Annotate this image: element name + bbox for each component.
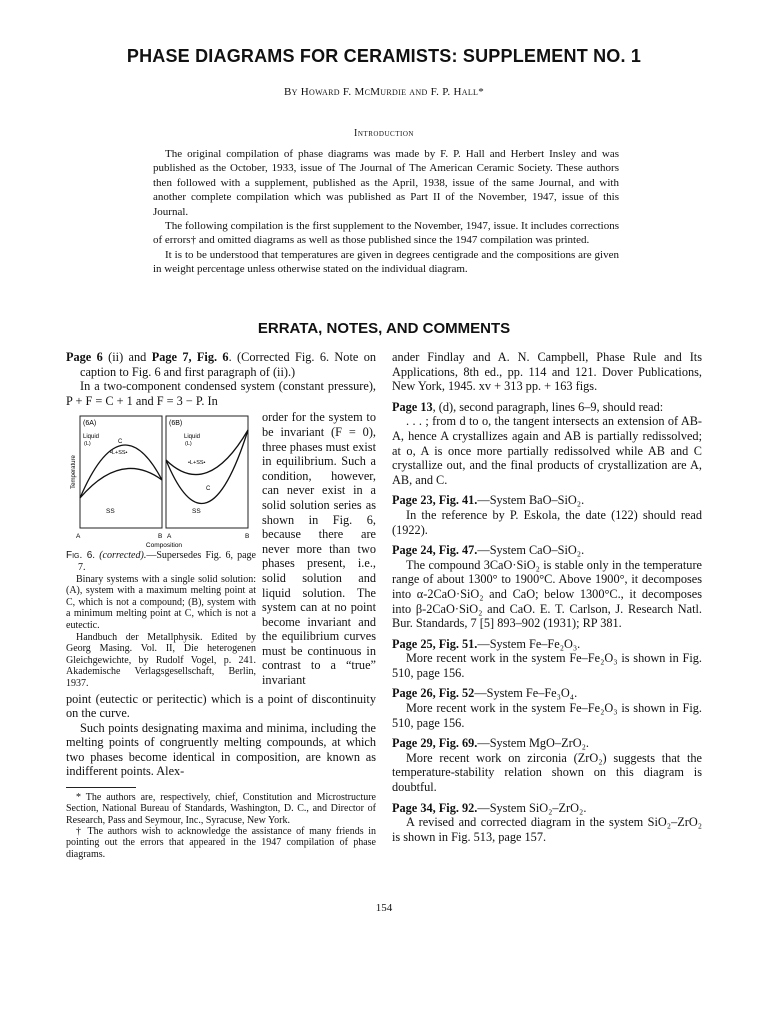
page-ref: Page 34, Fig. 92.: [392, 800, 478, 815]
panel-b-liquid-label: Liquid: [184, 434, 201, 441]
page-ref: Page 29, Fig. 69.: [392, 736, 478, 751]
footnote: * The authors are, respectively, chief, Constitution and Microstructure Section, National Bureau of Standards, Washington, D. C., and Director of Research, Pass and Seymour, Inc., Syracuse, New York.: [66, 792, 376, 826]
panel-b-two-phase-label: •L+SS•: [188, 460, 206, 467]
page26-entry: Page 26, Fig. 52—System Fe–Fe₃O₄.: [392, 686, 578, 701]
paragraph: Such points designating maxima and minima, including the melting points of congruently melting compounds, at which two phases become identical in composition, are known as indifferent points. Alex-: [66, 720, 376, 779]
introduction-text: [153, 147, 619, 277]
page13-quote: . . . ; from d to o, the tangent intersects an extension of AB-A, hence A crystallizes again and AB is partially redissolved; at o, A is once more partially redissolved while AB and C crystallize out, and the final products of crystallization are A, AB, and C.: [392, 414, 702, 487]
two-component-paragraph: In a two-component condensed system (constant pressure), P + F = C + 1 and F = 3 − P. In: [66, 379, 376, 408]
panel-a-liquid-label: Liquid: [83, 434, 100, 441]
left-column: [66, 350, 376, 860]
axis-a-left: A: [76, 533, 81, 541]
page23-body: In the reference by P. Eskola, the date (122) should read (1922).: [392, 507, 702, 537]
intro-paragraph: It is to be understood that temperatures are given in degrees centigrade and the compositions are given in weight percentage unless otherwise stated on the individual diagram.: [153, 248, 619, 276]
page25-body: More recent work in the system Fe–Fe₂O₃ is shown in Fig. 510, page 156.: [392, 651, 702, 680]
page29-entry: Page 29, Fig. 69.—System MgO–ZrO₂.: [392, 736, 589, 751]
panel-b-label: (6B): [169, 420, 183, 428]
footnote-divider: [66, 787, 136, 788]
panel-b-solidus: [166, 430, 248, 475]
panel-a-ss-label: SS: [106, 508, 115, 516]
author-byline: By Howard F. McMurdie and F. P. Hall*: [283, 86, 485, 98]
page-ref: Page 26, Fig. 52: [392, 686, 475, 701]
right-column: [392, 350, 702, 844]
panel-a-two-phase-label: •L+SS•: [110, 450, 128, 457]
panel-b-l-symbol: (L): [185, 441, 192, 448]
footnote: † The authors wish to acknowledge the assistance of many friends in pointing out the errors that appeared in the 1947 compilation of phase diagrams.: [66, 825, 376, 860]
panel-a-label: (6A): [83, 420, 97, 428]
page-ref: Page 23, Fig. 41.: [392, 493, 478, 508]
page26-body: More recent work in the system Fe–Fe₂O₃ is shown in Fig. 510, page 156.: [392, 701, 702, 730]
page25-entry: Page 25, Fig. 51.—System Fe–Fe₂O₃.: [392, 636, 581, 651]
article-title: PHASE DIAGRAMS FOR CERAMISTS: SUPPLEMENT NO. 1: [126, 46, 642, 66]
introduction-heading: Introduction: [354, 128, 414, 139]
page23-entry: Page 23, Fig. 41.—System BaO–SiO₂.: [392, 493, 585, 508]
intro-paragraph: The original compilation of phase diagrams was made by F. P. Hall and Herbert Insley and was published as the October, 1933, issue of The Journal of The American Ceramic Society. These authors then followed with a supplement, published as the April, 1938, issue of the same Journal, and with another complete compilation which was published as Part II of the November, 1947, issue of this Journal.: [153, 148, 619, 218]
figure-6: [66, 410, 256, 689]
page-ref: Page 25, Fig. 51.: [392, 636, 478, 651]
phase-diagram-figure: [66, 410, 256, 550]
footnotes: [66, 792, 376, 860]
page-ref: Page 6: [66, 350, 103, 364]
page24-entry: Page 24, Fig. 47.—System CaO–SiO₂.: [392, 543, 585, 558]
figure-block: [66, 410, 376, 689]
figure-caption: Fig. 6. (corrected).—Supersedes Fig. 6, page 7. Binary systems with a single solid solution: (A), system with a maximum melting point at C, which is not a compound; (B), system with a minimum melting point at C, which is not a eutectic. Handbuch der Metallphysik. Edited by Georg Masing. Vol. II, Die heterogenen Gleichgewichte, by Rudolf Vogel, p. 241. Akademische Verlagsgesellschaft, Berlin, 1937.: [66, 550, 256, 689]
panel-a-point-c: C: [118, 439, 123, 446]
page34-body: A revised and corrected diagram in the system SiO₂–ZrO₂ is shown in Fig. 513, page 157.: [392, 815, 702, 844]
page-number: 154: [375, 902, 393, 914]
page6-entry: Page 6 (ii) and Page 7, Fig. 6. (Corrected Fig. 6. Note on caption to Fig. 6 and first paragraph of (ii).): [66, 350, 376, 379]
composition-axis-label: Composition: [145, 542, 183, 550]
page34-entry: Page 34, Fig. 92.—System SiO₂–ZrO₂.: [392, 800, 587, 815]
temperature-axis-label: Temperature: [71, 455, 77, 490]
page-ref: Page 13: [392, 399, 433, 414]
page-ref: Page 24, Fig. 47.: [392, 543, 478, 558]
page24-body: The compound 3CaO·SiO₂ is stable only in the temperature range of about 1300° to 1900°C. Above 1900°, it decomposes into α-2CaO·SiO₂ and CaO; below 1300°C., it decomposes into β-2CaO·SiO₂ and CaO. E. T. Carlson, J. Research Natl. Bur. Standards, 7 [5] 893–902 (1931); RP 381.: [392, 557, 702, 631]
paragraph: ander Findlay and A. N. Campbell, Phase Rule and Its Applications, 8th ed., pp. 114 and 121. Dover Publications, New York, 1945. xv + 313 pp. + 163 figs.: [392, 350, 702, 394]
page13-entry: Page 13, (d), second paragraph, lines 6–9, should read:: [392, 399, 664, 414]
page-ref: Page 7, Fig. 6: [151, 350, 229, 364]
paragraph: point (eutectic or peritectic) which is a point of discontinuity on the curve.: [66, 691, 376, 721]
panel-b-liquidus: [166, 430, 248, 503]
wrapped-text: order for the system to be invariant (F = 0), three phases must exist in equilibrium. Such a condition, however, can never exist in a solid solution series as shown in Fig. 6, because there are never more than two phases present, i.e., solid solution and liquid solution. The system can at no point become invariant and the equilibrium curves must be continuous in contrast to a “true” invariant: [262, 410, 376, 688]
section-heading: ERRATA, NOTES, AND COMMENTS: [257, 320, 511, 337]
axis-b-right: B: [245, 533, 250, 541]
panel-b-ss-label: SS: [192, 508, 201, 516]
panel-a-l-symbol: (L): [84, 441, 91, 448]
intro-paragraph: The following compilation is the first supplement to the November, 1947, issue. It includes corrections of errors† and omitted diagrams as well as those published since the 1947 compilation was printed.: [153, 220, 619, 247]
axis-b-left: B: [158, 533, 163, 541]
page29-body: More recent work on zirconia (ZrO₂) suggests that the temperature-stability relation shown on this diagram is doubtful.: [392, 750, 702, 795]
panel-b-point-c: C: [206, 486, 211, 493]
axis-a-right: A: [167, 533, 172, 541]
